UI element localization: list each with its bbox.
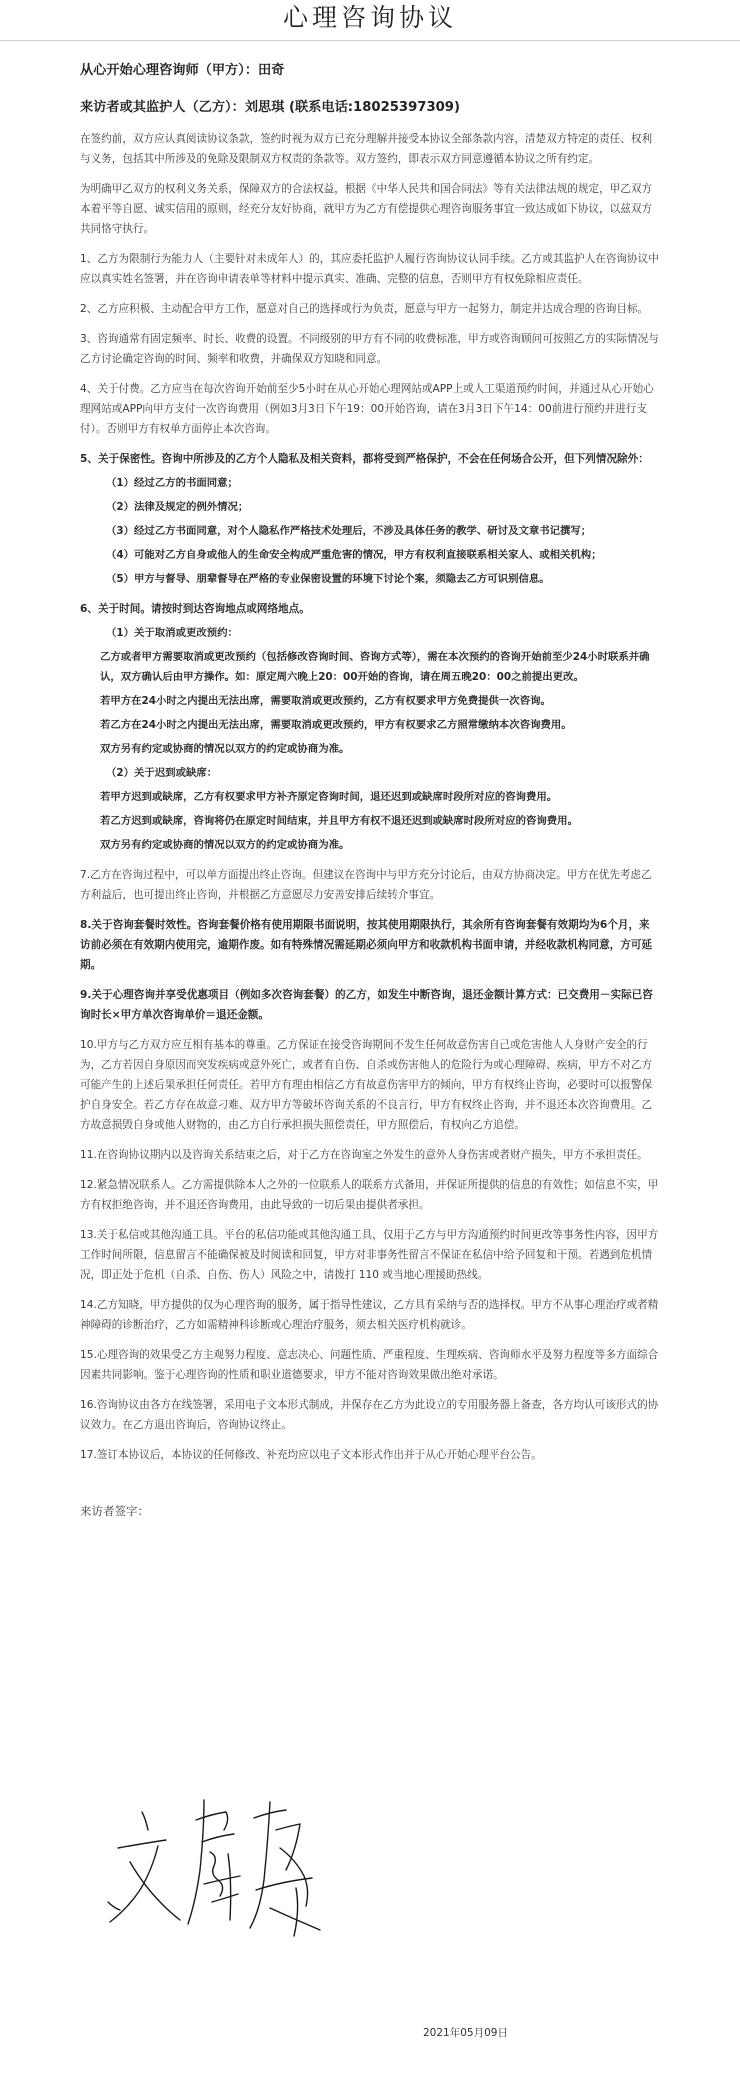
clause-7: 7.乙方在咨询过程中，可以单方面提出终止咨询。但建议在咨询中与甲方充分讨论后，由双方协商决定。甲方在优先考虑乙方利益后，也可提出终止咨询，并根据乙方意愿尽力安善安排后续转介事宜。 [80,869,652,901]
clause-16: 16.咨询协议由各方在线签署，采用电子文本形式制成，并保存在乙方为此设立的专用服务器上备查，各方均认可该形式的协议效力。在乙方退出咨询后，咨询协议终止。 [80,1399,659,1431]
clause-5-item: （4）可能对乙方自身或他人的生命安全构成严重危害的情况，甲方有权利直接联系相关家人、或相关机构； [106,549,602,561]
clause-13: 13.关于私信或其他沟通工具。平台的私信功能或其他沟通工具，仅用于乙方与甲方沟通预约时间更改等事务性内容，因甲方工作时间所限，信息留言不能确保被及时阅读和回复，甲方对非事务性留言不保证在私信中给予回复和干预。若遇到危机情况，即正处于危机（自杀、自伤、伤人）风险之中，请拨打 110 或当地心理援助热线。 [80,1229,659,1281]
clause-4: 4、关于付费。乙方应当在每次咨询开始前至少5小时在从心开始心理网站或APP上或人工渠道预约时间，并通过从心开始心理网站或APP向甲方支付一次咨询费用（例如3月3日下午19：00开始咨询，请在3月3日下午14：00前进行预约并进行支付）。否则甲方有权单方面停止本次咨询。 [80,383,654,435]
clause-6-sub1-heading: （1）关于取消或更改预约： [106,627,238,639]
clause-14: 14.乙方知晓，甲方提供的仅为心理咨询的服务，属于指导性建议，乙方具有采纳与否的选择权。甲方不从事心理治疗或者精神障碍的诊断治疗，乙方如需精神科诊断或心理治疗服务，须去相关医疗机构就诊。 [80,1299,659,1331]
clause-5-heading: 5、关于保密性。咨询中所涉及的乙方个人隐私及相关资料，都将受到严格保护，不会在任何场合公开，但下列情况除外： [80,453,649,465]
clause-11: 11.在咨询协议期内以及咨询关系结束之后，对于乙方在咨询室之外发生的意外人身伤害或者财产损失，甲方不承担责任。 [80,1149,648,1161]
clause-12: 12.紧急情况联系人。乙方需提供除本人之外的一位联系人的联系方式备用，并保证所提供的信息的有效性；如信息不实，甲方有权拒绝咨询，并不退还咨询费用，由此导致的一切后果由提供者承担。 [80,1179,659,1211]
signing-date: 2021年05月09日 [423,2027,508,2039]
clause-6-sub1-line: 双方另有约定或协商的情况以双方的约定或协商为准。 [100,743,350,755]
intro-paragraph-2: 为明确甲乙双方的权利义务关系，保障双方的合法权益，根据《中华人民共和国合同法》等有关法律法规的规定，甲乙双方本着平等自愿、诚实信用的原则，经充分友好协商，就甲方为乙方有偿提供心理咨询服务事宜一致达成如下协议，以兹双方共同恪守执行。 [80,183,653,235]
clause-6-sub1-line: 乙方或者甲方需要取消或更改预约（包括修改咨询时间、咨询方式等），需在本次预约的咨询开始前至少24小时联系并确认，双方确认后由甲方操作。如：原定周六晚上20：00开始的咨询，请在周五晚20：00之前提出更改。 [100,651,650,683]
party-b-line: 来访者或其监护人（乙方）：刘思琪 (联系电话:18025397309) [80,100,461,115]
clause-3: 3、咨询通常有固定频率、时长、收费的设置。不同级别的甲方有不同的收费标准，甲方或咨询顾问可按照乙方的实际情况与乙方讨论确定咨询的时间、频率和收费，并确保双方知晓和同意。 [80,333,659,365]
intro-paragraph-1: 在签约前，双方应认真阅读协议条款，签约时视为双方已充分理解并接受本协议全部条款内容，清楚双方特定的责任、权利与义务，包括其中所涉及的免除及限制双方权责的条款等。双方签约，即表示双方同意遵循本协议之所有约定。 [80,133,653,165]
clause-6-sub1-line: 若乙方在24小时之内提出无法出席，需要取消或更改预约，甲方有权要求乙方照常缴纳本次咨询费用。 [100,719,572,731]
clause-6-sub2-body [80,787,660,855]
clause-9: 9.关于心理咨询并享受优惠项目（例如多次咨询套餐）的乙方，如发生中断咨询，退还金额计算方式：已交费用－实际已咨询时长×甲方单次咨询单价＝退还金额。 [80,989,653,1021]
clause-6-heading: 6、关于时间。请按时到达咨询地点或网络地点。 [80,603,310,615]
clause-5-item: （5）甲方与督导、朋辈督导在严格的专业保密设置的环境下讨论个案，须隐去乙方可识别信息。 [106,573,550,585]
clause-17: 17.签订本协议后，本协议的任何修改、补充均应以电子文本形式作出并于从心开始心理平台公告。 [80,1449,542,1461]
page-title: 心理咨询协议 [0,0,740,41]
clause-6-sub1-body [80,647,660,759]
clause-6-sub2-heading: （2）关于迟到或缺席： [106,767,218,779]
clause-6-sub2-line: 若甲方迟到或缺席，乙方有权要求甲方补齐原定咨询时间，退还迟到或缺席时段所对应的咨询费用。 [100,791,558,803]
clause-1: 1、乙方为限制行为能力人（主要针对未成年人）的，其应委托监护人履行咨询协议认同手续。乙方或其监护人在咨询协议中应以真实姓名签署，并在咨询申请表单等材料中提示真实、准确、完整的信息，否则甲方有权免除相应责任。 [80,253,659,285]
clause-5-item: （1）经过乙方的书面同意； [106,477,238,489]
party-a-line: 从心开始心理咨询师（甲方）：田奇 [80,63,285,78]
clause-5-item: （3）经过乙方书面同意，对个人隐私作严格技术处理后，不涉及具体任务的教学、研讨及文章书记撰写； [106,525,592,537]
clause-2: 2、乙方应积极、主动配合甲方工作，愿意对自己的选择或行为负责，愿意与甲方一起努力，制定并达成合理的咨询目标。 [80,303,649,315]
clause-15: 15.心理咨询的效果受乙方主观努力程度、意志决心、问题性质、严重程度、生理疾病、咨询师水平及努力程度等多方面综合因素共同影响。鉴于心理咨询的性质和职业道德要求，甲方不能对咨询效果做出绝对承诺。 [80,1349,659,1381]
clause-6-sub1-line: 若甲方在24小时之内提出无法出席，需要取消或更改预约，乙方有权要求甲方免费提供一次咨询。 [100,695,551,707]
clause-6-sub2-line: 若乙方迟到或缺席，咨询将仍在原定时间结束，并且甲方有权不退还迟到或缺席时段所对应的咨询费用。 [100,815,578,827]
clause-6-sub2-line: 双方另有约定或协商的情况以双方的约定或协商为准。 [100,839,350,851]
clause-5-item: （2）法律及规定的例外情况； [106,501,249,513]
clause-8: 8.关于咨询套餐时效性。咨询套餐价格有使用期限书面说明，按其使用期限执行，其余所有咨询套餐有效期均为6个月，来访前必须在有效期内使用完，逾期作废。如有特殊情况需延期必须向甲方和收款机构书面申请，并经收款机构同意，方可延期。 [80,919,653,971]
clause-5-list [80,473,660,589]
signature-label: 来访者签字： [80,1504,149,1518]
handwritten-signature [100,1790,340,1940]
clause-10: 10.甲方与乙方双方应互相有基本的尊重。乙方保证在接受咨询期间不发生任何故意伤害自己或危害他人人身财产安全的行为，乙方若因自身原因而突发疾病或意外死亡，或者有自伤、自杀或伤害他人的危险行为或心理障碍、疾病，甲方不对乙方可能产生的上述后果承担任何责任。若甲方有理由相信乙方有故意伤害甲方的倾向，甲方有权终止咨询，必要时可以报警保护自身安全。若乙方存在故意刁难、双方甲方等破坏咨询关系的不良言行，甲方有权终止咨询，并不退还本次咨询费用。乙方故意损毁自身或他人财物的，由乙方自行承担损失照偿责任，甲方照偿后，有权向乙方追偿。 [80,1039,653,1131]
